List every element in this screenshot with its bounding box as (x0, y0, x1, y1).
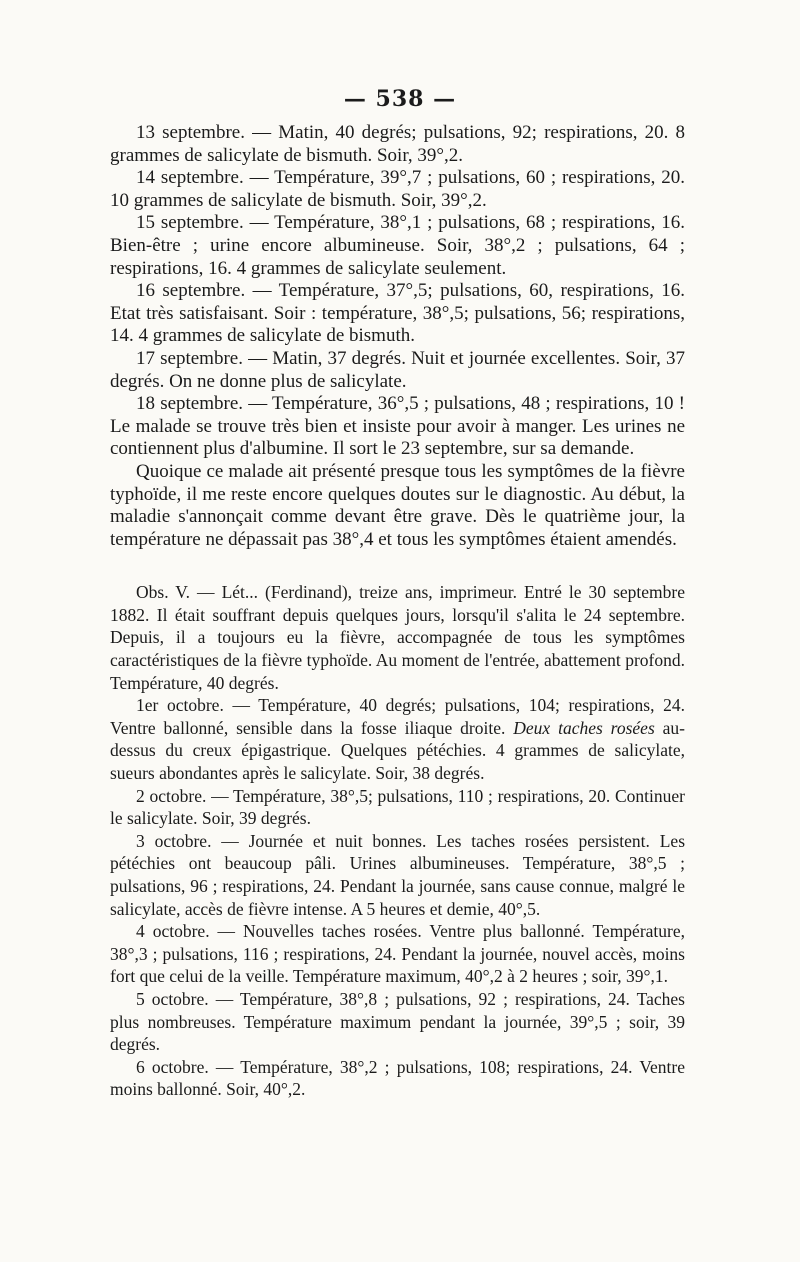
text-deux-taches-rosees: Deux taches rosées (513, 717, 655, 738)
text-1er-octobre-b: au-dessus du creux épigastrique. Quelques pétéchies. 4 grammes de salicylate, sueurs abondantes après le salicylate. Soir, 38 degrés. (110, 717, 685, 784)
paragraph-13-septembre: 13 septembre. — Matin, 40 degrés; pulsations, 92; respirations, 20. 8 grammes de salicylate de bismuth. Soir, 39°,2. (110, 122, 685, 166)
paragraph-commentary: Quoique ce malade ait présenté presque tous les symptômes de la fièvre typhoïde, il me reste encore quelques doutes sur le diagnostic. Au début, la maladie s'annonçait comme devant être grave. Dès le quatrième jour, la température ne dépassait pas 38°,4 et tous les symptômes étaient amendés. (110, 460, 685, 550)
paragraph-17-septembre: 17 septembre. — Matin, 37 degrés. Nuit et journée excellentes. Soir, 37 degrés. On ne donne plus de salicylate. (110, 347, 685, 392)
text-column (110, 122, 685, 1101)
paragraph-4-octobre: 4 octobre. — Nouvelles taches rosées. Ventre plus ballonné. Température, 38°,3 ; pulsations, 116 ; respirations, 24. Pendant la journée, nouvel accès, moins fort que celui de la veille. Température maximum, 40°,2 à 2 heures ; soir, 39°,1. (110, 921, 685, 987)
paragraph-5-octobre: 5 octobre. — Température, 38°,8 ; pulsations, 92 ; respirations, 24. Taches plus nombreuses. Température maximum pendant la journée, 39°,5 ; soir, 39 degrés. (110, 988, 685, 1055)
paragraph-16-septembre: 16 septembre. — Température, 37°,5; pulsations, 60, respirations, 16. Etat très satisfaisant. Soir : température, 38°,5; pulsations, 56; respirations, 14. 4 grammes de salicylate de bismuth. (110, 280, 685, 347)
paragraph-observation-v: Obs. V. — Lét... (Ferdinand), treize ans, imprimeur. Entré le 30 septembre 1882. Il était souffrant depuis quelques jours, lorsqu'il s'alita le 24 septembre. Depuis, il a toujours eu la fièvre, accompagnée de tous les symptômes caractéristiques de la fièvre typhoïde. Au moment de l'entrée, abattement profond. Température, 40 degrés. (110, 582, 685, 693)
paragraph-18-septembre: 18 septembre. — Température, 36°,5 ; pulsations, 48 ; respirations, 10 ! Le malade se trouve très bien et insiste pour avoir à manger. Les urines ne contiennent plus d'albumine. Il sort le 23 septembre, sur sa demande. (110, 393, 685, 460)
paragraph-3-octobre: 3 octobre. — Journée et nuit bonnes. Les taches rosées persistent. Les pétéchies ont beaucoup pâli. Urines albumineuses. Température, 38°,5 ; pulsations, 96 ; respirations, 24. Pendant la journée, sans cause connue, malgré le salicylate, accès de fièvre intense. A 5 heures et demie, 40°,5. (110, 830, 685, 919)
text-1er-octobre-a: 1er octobre. — Température, 40 degrés; pulsations, 104; respirations, 24. Ventre ballonné, sensible dans la fosse iliaque droite. (110, 695, 685, 738)
paragraph-15-septembre: 15 septembre. — Température, 38°,1 ; pulsations, 68 ; respirations, 16. Bien-être ; urine encore albumineuse. Soir, 38°,2 ; pulsations, 64 ; respirations, 16. 4 grammes de salicylate seulement. (110, 212, 685, 279)
page-number: — 538 — (343, 86, 457, 112)
paragraph-14-septembre: 14 septembre. — Température, 39°,7 ; pulsations, 60 ; respirations, 20. 10 grammes de salicylate de bismuth. Soir, 39°,2. (110, 167, 685, 211)
paragraph-1er-octobre (110, 694, 685, 784)
paragraph-6-octobre: 6 octobre. — Température, 38°,2 ; pulsations, 108; respirations, 24. Ventre moins ballonné. Soir, 40°,2. (110, 1056, 685, 1100)
paragraph-2-octobre: 2 octobre. — Température, 38°,5; pulsations, 110 ; respirations, 20. Continuer le salicylate. Soir, 39 degrés. (110, 785, 685, 829)
